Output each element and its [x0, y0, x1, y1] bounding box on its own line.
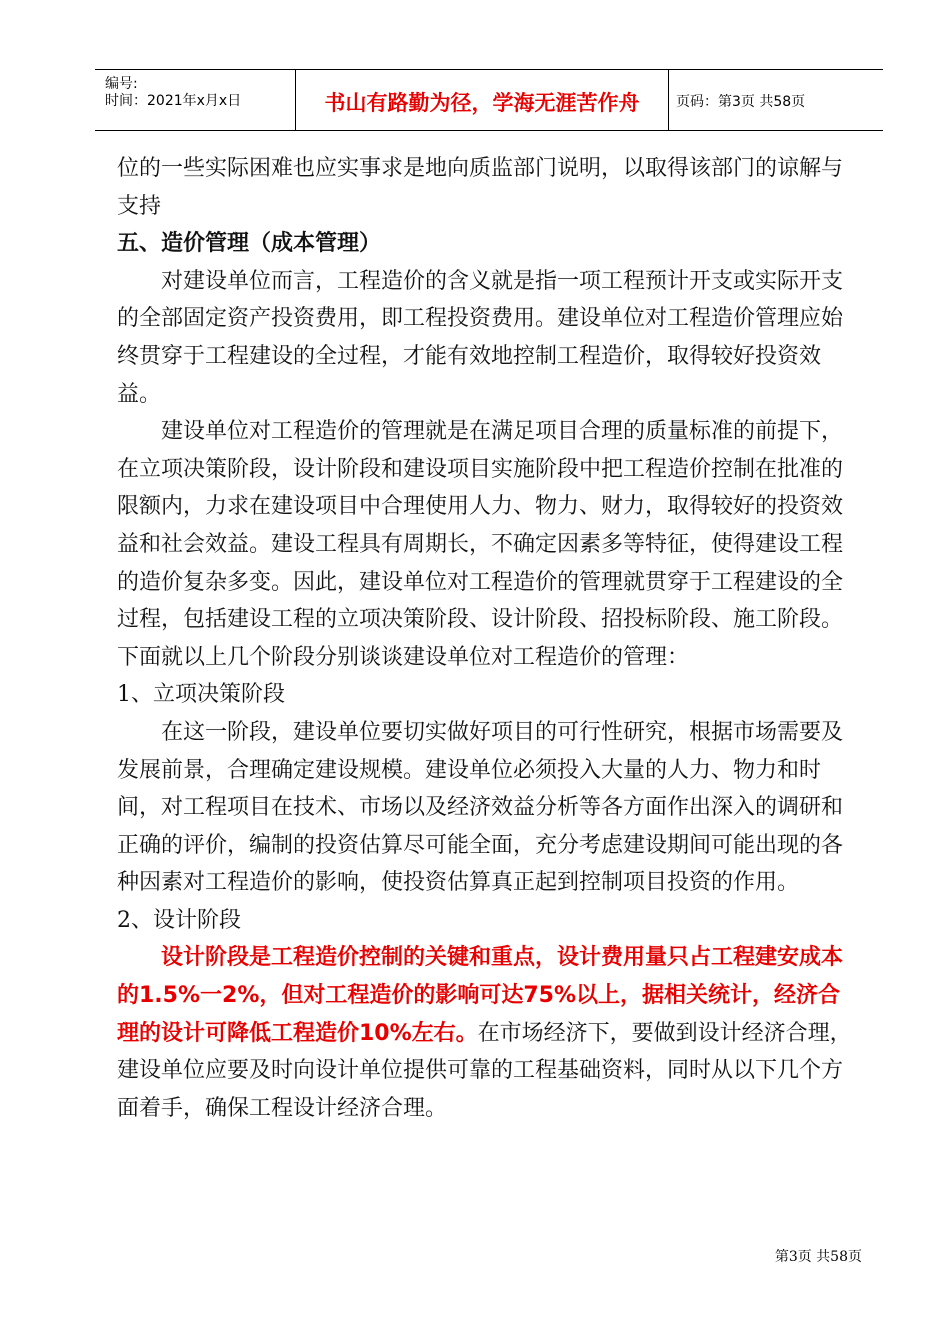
document-number-label: 编号:: [105, 76, 138, 92]
page-header: [95, 69, 883, 131]
page-footer: 第3页 共58页: [774, 1249, 862, 1265]
highlighted-key-statement: 设计阶段是工程造价控制的关键和重点，设计费用量只占工程建安成本的1.5%一2%，但对工程造价的影响可达75%以上，据相关统计，经济合理的设计可降低工程造价10%左右。: [117, 945, 844, 1046]
paragraph-cost-definition: 对建设单位而言，工程造价的含义就是指一项工程预计开支或实际开支的全部固定资产投资费用，即工程投资费用。建设单位对工程造价管理应始终贯穿于工程建设的全过程，才能有效地控制工程造价，取得较好投资效益。: [117, 268, 844, 407]
paragraph-decision-stage: 在这一阶段，建设单位要切实做好项目的可行性研究，根据市场需要及发展前景，合理确定建设规模。建设单位必须投入大量的人力、物力和时间，对工程项目在技术、市场以及经济效益分析等各方面作出深入的调研和正确的评价，编制的投资估算尽可能全面，充分考虑建设期间可能出现的各种因素对工程造价的影响，使投资估算真正起到控制项目投资的作用。: [117, 719, 844, 896]
header-motto: 书山有路勤为径，学海无涯苦作舟: [324, 91, 640, 115]
header-page-cell: [668, 70, 883, 130]
subheading-design-stage: 2、设计阶段: [117, 907, 241, 933]
paragraph-design-stage: [117, 939, 862, 1127]
subheading-decision-stage: 1、立项决策阶段: [117, 682, 285, 708]
document-body: [117, 150, 862, 1127]
header-page-number: 页码：第3页 共58页: [676, 94, 806, 110]
section-heading: 五、造价管理（成本管理）: [117, 231, 382, 257]
paragraph-continued: 位的一些实际困难也应实事求是地向质监部门说明，以取得该部门的谅解与支持: [117, 156, 844, 219]
header-meta-cell: [95, 70, 295, 130]
paragraph-cost-management: 建设单位对工程造价的管理就是在满足项目合理的质量标准的前提下，在立项决策阶段，设计阶段和建设项目实施阶段中把工程造价控制在批准的限额内，力求在建设项目中合理使用人力、物力、财力，取得较好的投资效益和社会效益。建设工程具有周期长，不确定因素多等特征，使得建设工程的造价复杂多变。因此，建设单位对工程造价的管理就贯穿于工程建设的全过程，包括建设工程的立项决策阶段、设计阶段、招投标阶段、施工阶段。下面就以上几个阶段分别谈谈建设单位对工程造价的管理：: [117, 419, 844, 670]
header-motto-cell: [295, 70, 669, 130]
document-time-label: 时间：2021年x月x日: [105, 93, 242, 109]
design-stage-continuation: 在市场经济下，要做到设计经济合理，建设单位应要及时向设计单位提供可靠的工程基础资料，同时从以下几个方面着手，确保工程设计经济合理。: [117, 1020, 852, 1121]
